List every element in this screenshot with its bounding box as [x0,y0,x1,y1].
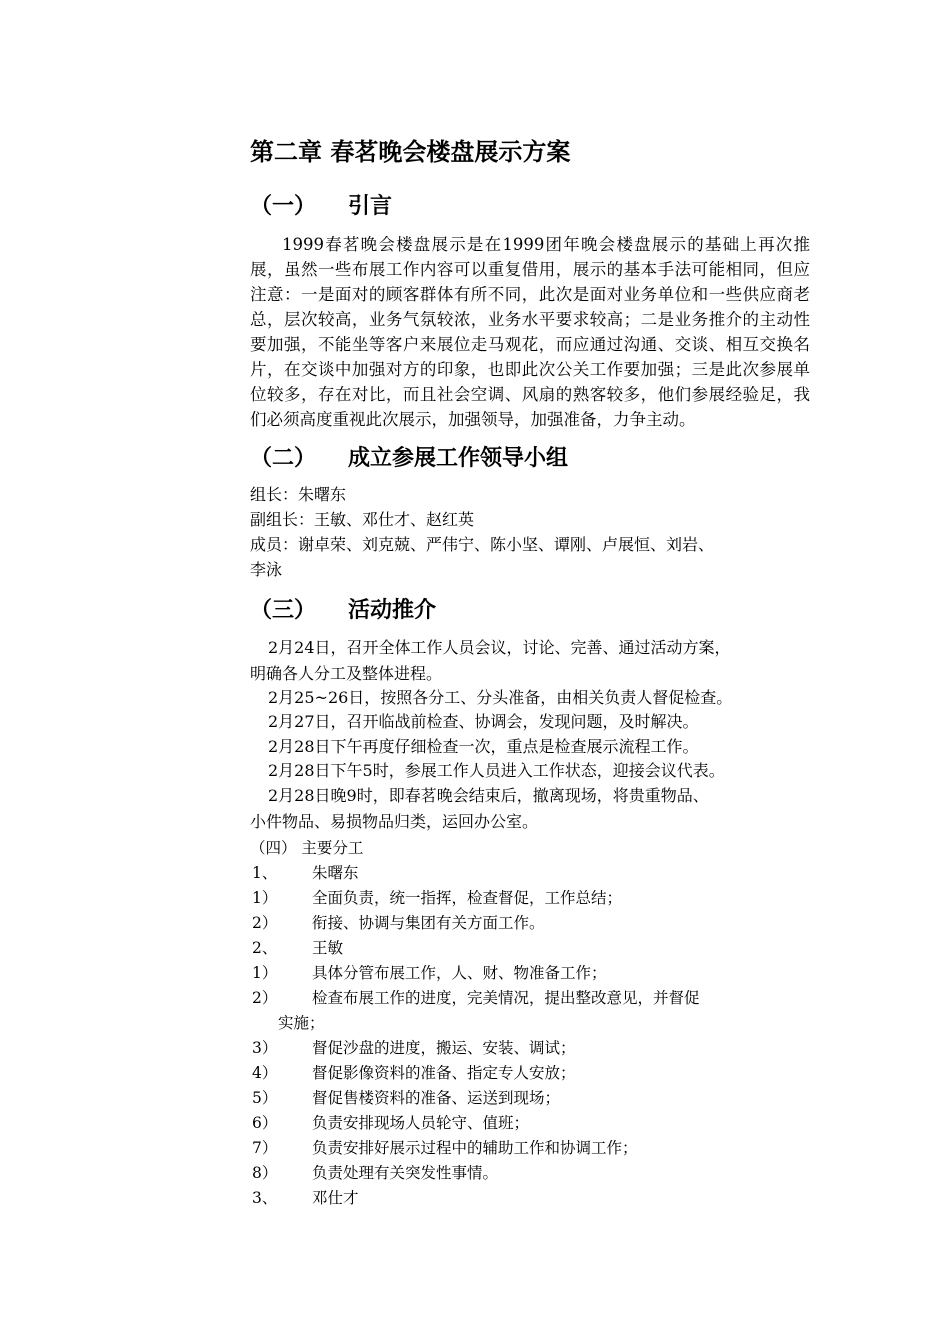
division-item [250,861,810,886]
division-item [250,886,810,911]
team-deputy: 副组长：王敏、邓仕才、赵红英 [250,510,475,529]
division-item [250,1086,810,1111]
section-title: 活动推介 [348,598,437,623]
division-list [250,861,810,1211]
division-item [250,1186,810,1211]
item-marker: 3、 [252,1188,278,1207]
section-number: （三） [250,598,317,623]
item-marker: 2） [252,988,278,1007]
item-marker: 5） [252,1088,278,1107]
item-marker: 2） [252,913,278,932]
item-text: 邓仕才 [312,1188,359,1207]
item-marker: 8） [252,1163,278,1182]
section-number: （一） [250,194,317,219]
division-item [250,1161,810,1186]
item-marker: 7） [252,1138,278,1157]
item-text: 督促沙盘的进度，搬运、安装、调试； [312,1038,576,1057]
item-text: 负责处理有关突发性事情。 [312,1163,499,1182]
section-heading-activity [250,592,810,630]
item-text-cont: 实施； [278,1013,325,1032]
section-number: （二） [250,446,317,471]
item-text: 衔接、协调与集团有关方面工作。 [312,913,545,932]
item-marker: 1） [252,963,278,982]
item-marker: 2、 [252,938,278,957]
section-heading-team [250,440,810,478]
section-title: 引言 [348,194,393,219]
intro-paragraph: 1999春茗晚会楼盘展示是在1999团年晚会楼盘展示的基础上再次推展，虽然一些布展工作内容可以重复借用，展示的基本手法可能相同，但应注意：一是面对的顾客群体有所不同，此次是面对业务单位和一些供应商老总，层次较高，业务气氛较浓，业务水平要求较高；二是业务推介的主动性要加强，不能坐等客户来展位走马观花，而应通过沟通、交谈、相互交换名片，在交谈中加强对方的印象，也即此次公关工作要加强；三是此次参展单位较多，存在对比，而且社会空调、风扇的熟客较多，他们参展经验足，我们必须高度重视此次展示，加强领导，加强准备，力争主动。 [250,235,810,429]
division-item [250,1036,810,1061]
item-text: 全面负责，统一指挥，检查督促，工作总结； [312,888,623,907]
schedule-item: 2月24日，召开全体工作人员会议，讨论、完善、通过活动方案， [268,638,731,657]
division-item [250,1061,810,1086]
division-item [250,1111,810,1136]
division-item [250,961,810,986]
item-marker: 6） [252,1113,278,1132]
section-heading-intro [250,188,810,226]
team-members: 成员：谢卓荣、刘克兢、严伟宁、陈小坚、谭刚、卢展恒、刘岩、 [250,535,715,554]
schedule-item: 2月28日晚9时，即春茗晚会结束后，撤离现场，将贵重物品、 [268,785,709,805]
chapter-title: 第二章 春茗晚会楼盘展示方案 [250,138,571,166]
team-leader: 组长：朱曙东 [250,485,347,504]
division-item [250,1136,810,1161]
schedule-item-cont: 小件物品、易损物品归类，运回办公室。 [250,811,539,831]
item-text: 督促影像资料的准备、指定专人安放； [312,1063,576,1082]
team-members-cont: 李泳 [250,560,283,579]
item-text: 督促售楼资料的准备、运送到现场； [312,1088,561,1107]
team-list [250,482,810,582]
item-text: 具体分管布展工作，人、财、物准备工作； [312,963,607,982]
item-text: 王敏 [312,938,344,957]
item-text: 检查布展工作的进度，完美情况，提出整改意见，并督促 [312,988,700,1007]
division-item [250,936,810,961]
item-text: 负责安排现场人员轮守、值班； [312,1113,530,1132]
item-marker: 3） [252,1038,278,1057]
division-item [250,986,810,1036]
division-item [250,911,810,936]
section-heading-division: （四） 主要分工 [250,838,364,857]
document-page [250,132,810,1211]
item-text: 朱曙东 [312,863,359,882]
section-title: 成立参展工作领导小组 [348,446,569,471]
schedule-item: 2月25~26日，按照各分工、分头准备，由相关负责人督促检查。 [268,687,733,707]
item-text: 负责安排好展示过程中的辅助工作和协调工作； [312,1138,638,1157]
item-marker: 1） [252,888,278,907]
schedule-list [250,636,810,834]
item-marker: 4） [252,1063,278,1082]
schedule-item: 2月28日下午再度仔细检查一次，重点是检查展示流程工作。 [268,736,699,756]
schedule-item: 2月28日下午5时，参展工作人员进入工作状态，迎接会议代表。 [268,761,725,781]
item-marker: 1、 [252,863,278,882]
schedule-item-cont: 明确各人分工及整体进程。 [250,663,443,683]
schedule-item: 2月27日，召开临战前检查、协调会，发现问题，及时解决。 [268,712,699,732]
